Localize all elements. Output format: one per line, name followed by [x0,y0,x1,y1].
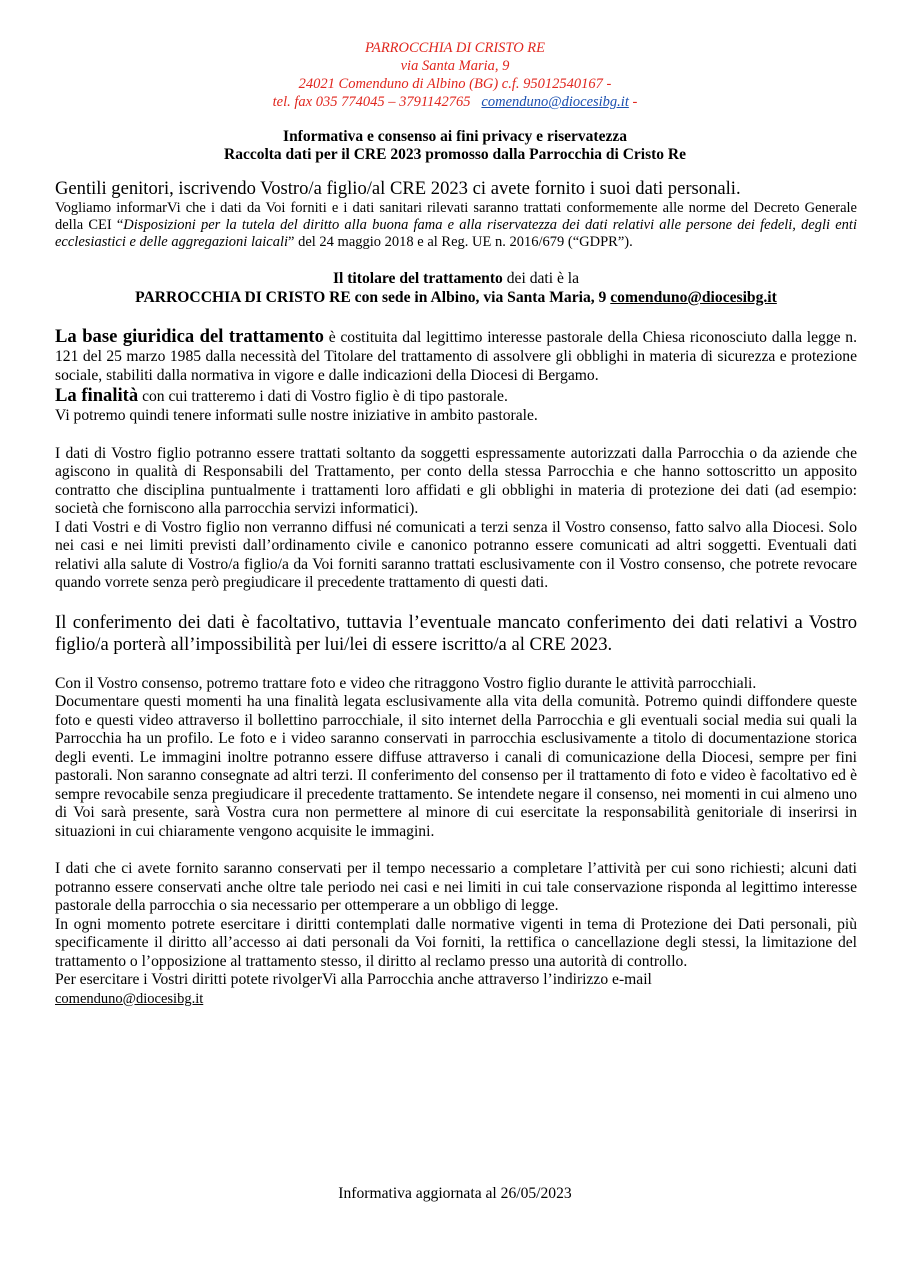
spacer [55,426,857,445]
legal-basis-bold: La base giuridica del trattamento [55,326,324,347]
controller-email-link[interactable]: comenduno@diocesibg.it [610,288,777,306]
contact-rights-paragraph: Per esercitare i Vostri diritti potete rivolgerVi alla Parrocchia anche attraverso l’indirizzo e-mail [55,971,652,988]
controller-rest: dei dati è la [502,270,580,287]
spacer [55,593,857,612]
spacer [55,251,857,270]
title-line-1: Informativa e consenso ai fini privacy e riservatezza [283,128,627,145]
processors-paragraph-2: I dati Vostri e di Vostro figlio non verranno diffusi né comunicati a terzi senza il Vostro consenso, fatto salvo alla Diocesi. Solo nei casi e nei limiti previsti dall’ordinamento civile e canonico potranno essere comunicati ad altri soggetti. Eventuali dati relativi alla salute di Vostro/a figlio/a da Voi forniti saranno trattati esclusivamente con il Vostro consenso, che potrete revocare quando vorrete senza però pregiudicare il precedente trattamento di questi dati. [55,518,857,591]
parish-city-fiscal-code: 24021 Comenduno di Albino (BG) c.f. 95012540167 - [298,76,612,92]
purpose-line-2: Vi potremo quindi tenere informati sulle nostre iniziative in ambito pastorale. [55,407,538,424]
parish-street: via Santa Maria, 9 [400,58,510,74]
document-body [55,178,857,1008]
rights-paragraph: In ogni momento potrete esercitare i diritti contemplati dalle normative vigenti in tema di Protezione dei Dati personali, più specificamente il diritto all’accesso ai dati personali da Voi forniti, la rettifica o cancellazione degli stessi, la limitazione del trattamento o l’opposizione al trattamento stesso, il diritto al reclamo presso una autorità di controllo. [55,915,857,970]
controller-bold: Il titolare del trattamento [332,270,503,287]
header-trailing-dash: - [632,94,638,110]
purpose-paragraph [55,385,857,407]
parish-name: PARROCCHIA DI CRISTO RE [364,40,546,56]
document-title [0,128,910,164]
intro-lead: Gentili genitori, iscrivendo Vostro/a figlio/al CRE 2023 ci avete fornito i suoi dati personali. [55,178,741,199]
spacer [55,656,857,675]
media-paragraph-2: Documentare questi momenti ha una finalità legata esclusivamente alla vita della comunità. Potremo quindi diffondere queste foto e questi video attraverso il bollettino parrocchiale, il sito internet della Parrocchia e gli eventuali social media sui quali la Parrocchia ha un profilo. Le foto e i video saranno conservati in parrocchia esclusivamente a titolo di documentazione storica degli eventi. Le immagini inoltre potranno essere diffuse attraverso i canali di comunicazione della Diocesi, sempre per fini pastorali. Non saranno consegnate ad altri terzi. Il conferimento del consenso per il trattamento di foto e video è facoltativo ed è sempre revocabile senza pregiudicare il precedente trattamento. Se intendete negare il consenso, nei momenti in cui almeno uno di Voi sarà presente, sarà Vostra cura non permettere al minore di cui esercitate la responsabilità genitoriale di inserirsi in situazioni in cui chiaramente vengono acquisite le immagini. [55,693,857,840]
legal-basis-text: è costituita dal legittimo interesse pastorale della Chiesa riconosciuto dalla legge n. 121 del 25 marzo 1985 dalla necessità del Titolare del trattamento di assolvere gli obblighi in materia di sicurezza e protezione sociale, stabiliti dalla normativa in vigore e dalle indicazioni della Diocesi di Bergamo. [55,329,857,384]
rights-email-link[interactable]: comenduno@diocesibg.it [55,990,204,1007]
controller-parish: PARROCCHIA DI CRISTO RE con sede in Albino, via Santa Maria, 9 [135,288,607,306]
legal-basis-paragraph [55,326,857,385]
title-line-2: Raccolta dati per il CRE 2023 promosso dalla Parrocchia di Cristo Re [224,146,686,163]
purpose-text: con cui tratteremo i dati di Vostro figlio è di tipo pastorale. [138,388,508,405]
intro-text-italic: Disposizioni per la tutela del diritto alla buona fama e alla riservatezza dei dati relativi alle persone dei fedeli, degli enti ecclesiastici e delle aggregazioni laicali [55,217,857,250]
parish-header [0,39,910,111]
parish-email-link[interactable]: comenduno@diocesibg.it [481,94,629,110]
spacer [55,307,857,326]
intro-text-a: Vogliamo informarVi che i dati da Voi forniti e i dati sanitari rilevati saranno trattati conformemente alle norme del Decreto Generale della CEI “ [55,200,857,233]
parish-contacts [0,93,910,111]
media-paragraph-1: Con il Vostro consenso, potremo trattare foto e video che ritraggono Vostro figlio durante le attività parrocchiali. [55,674,757,692]
parish-phone: tel. fax 035 774045 – 3791142765 [272,94,471,110]
retention-paragraph-1: I dati che ci avete fornito saranno conservati per il tempo necessario a completare l’attività per cui sono richiesti; alcuni dati potranno essere conservati anche oltre tale periodo nei casi e nei limiti in cui tale conservazione risponda al legittimo interesse pastorale della parrocchia o sia necessario per ottemperare a un obbligo di legge. [55,860,857,914]
processors-paragraph-1: I dati di Vostro figlio potranno essere trattati soltanto da soggetti espressamente autorizzati dalla Parrocchia o da aziende che agiscono in qualità di Responsabili del Trattamento, per conto della stessa Parrocchia e che hanno sottoscritto un apposito contratto che disciplina puntualmente i trattamenti loro affidati e gli obblighi in materia di protezione dei dati (ad esempio: società che forniscono alla parrocchia servizi informatici). [55,444,857,517]
intro-text [55,200,857,251]
purpose-bold: La finalità [55,385,139,406]
spacer [55,841,857,860]
update-date-footer: Informativa aggiornata al 26/05/2023 [338,1185,572,1202]
intro-text-b: ” del 24 maggio 2018 e al Reg. UE n. 2016/679 (“GDPR”). [288,234,633,250]
controller-line-2 [55,289,857,308]
contact-email-line [55,990,857,1009]
controller-line-1 [55,270,857,289]
conferral-paragraph: Il conferimento dei dati è facoltativo, tuttavia l’eventuale mancato conferimento dei dati relativi a Vostro figlio/a porterà all’impossibilità per lui/lei di essere iscritto/a al CRE 2023. [55,611,857,655]
